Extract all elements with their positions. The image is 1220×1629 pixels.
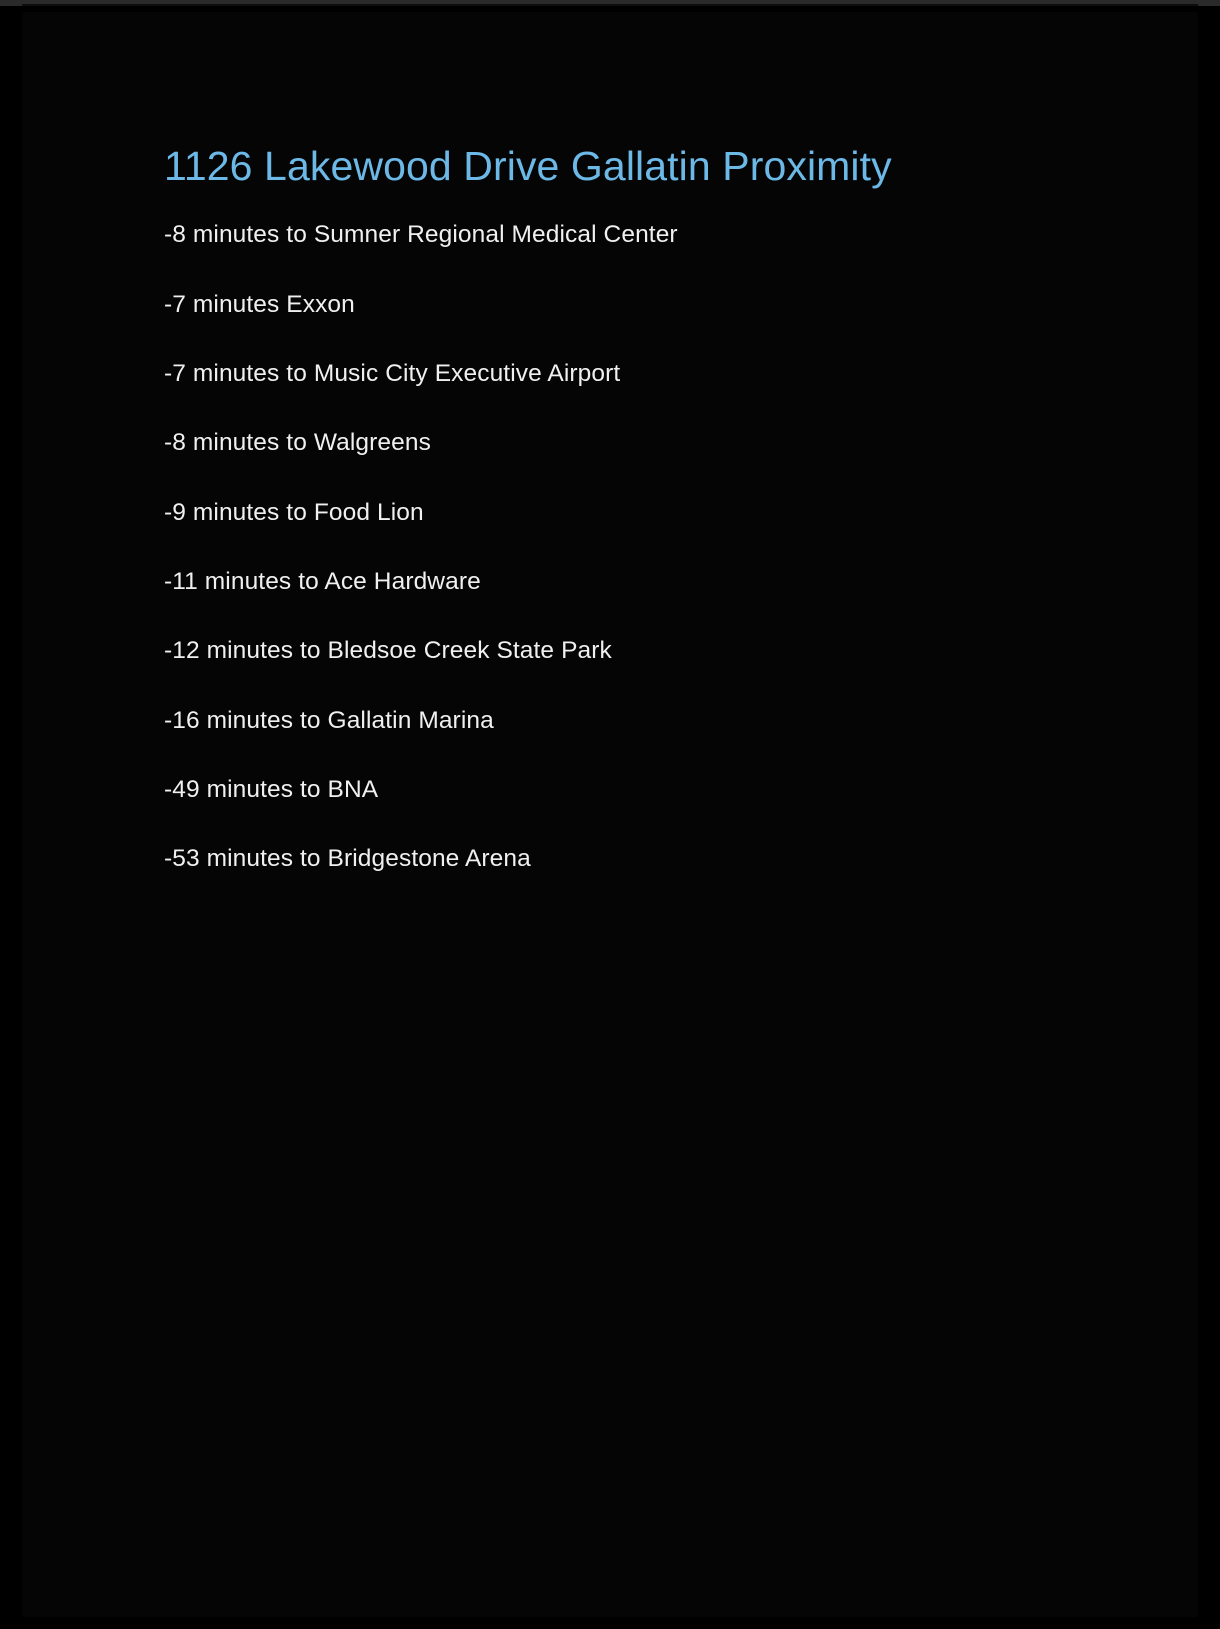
list-item: -12 minutes to Bledsoe Creek State Park bbox=[164, 637, 612, 665]
list-item: -7 minutes Exxon bbox=[164, 290, 355, 318]
list-item: -8 minutes to Walgreens bbox=[164, 429, 431, 457]
list-item: -11 minutes to Ace Hardware bbox=[164, 567, 481, 595]
proximity-list bbox=[164, 219, 1124, 875]
list-item: -7 minutes to Music City Executive Airport bbox=[164, 359, 621, 387]
list-item: -49 minutes to BNA bbox=[164, 776, 379, 804]
list-item: -53 minutes to Bridgestone Arena bbox=[164, 845, 531, 873]
window-top-edge-inner bbox=[22, 4, 1198, 6]
list-item: -9 minutes to Food Lion bbox=[164, 498, 424, 526]
document-page bbox=[22, 12, 1198, 1617]
page-title: 1126 Lakewood Drive Gallatin Proximity bbox=[164, 143, 892, 189]
list-item: -16 minutes to Gallatin Marina bbox=[164, 706, 494, 734]
list-item: -8 minutes to Sumner Regional Medical Center bbox=[164, 221, 678, 249]
document-content bbox=[164, 142, 1124, 913]
